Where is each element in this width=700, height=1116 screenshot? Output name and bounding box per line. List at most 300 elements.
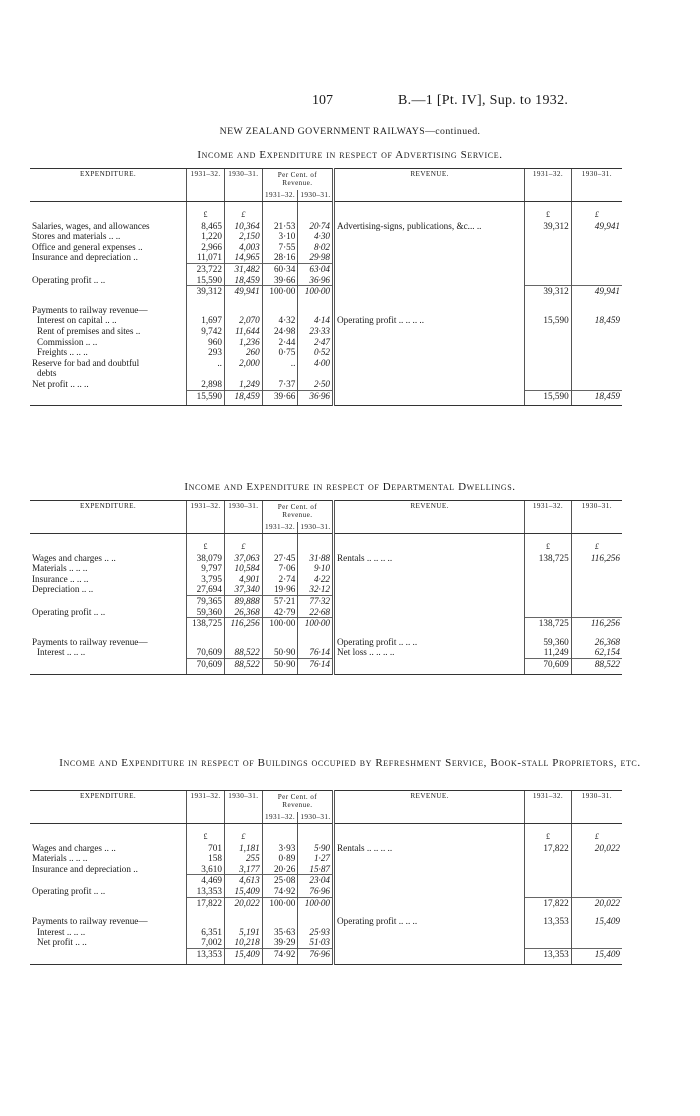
buildings-table [30, 790, 622, 965]
percent-1931-32: 2·74 [262, 574, 298, 585]
percent-1931-32 [262, 305, 298, 316]
value-1930-31 [224, 916, 262, 927]
value-1930-31: 4,613 [224, 875, 262, 886]
table-row [30, 843, 622, 854]
expenditure-item-label: Interest on capital .. .. [37, 315, 117, 326]
value-1930-31: 88,522 [224, 658, 262, 669]
table-row [30, 658, 622, 669]
value-1930-31: 37,340 [224, 584, 262, 595]
revenue-item-label: Operating profit .. .. .. [334, 637, 525, 648]
revenue-total-1931-32: 138,725 [525, 618, 571, 629]
value-1930-31: 11,644 [224, 326, 262, 337]
percent-1930-31: 76·14 [298, 647, 334, 658]
revenue-blank [571, 595, 622, 606]
pc-year-1930-header: 1930–31. [298, 522, 334, 534]
revenue-blank [525, 595, 571, 606]
value-1930-31: 49,941 [224, 286, 262, 297]
value-1930-31: 18,459 [224, 390, 262, 401]
revenue-blank [525, 252, 571, 263]
percent-1931-32: 50·90 [262, 658, 298, 669]
spacer-cell [334, 908, 525, 916]
value-1931-32: 13,353 [187, 948, 225, 959]
table-bottom-rule [30, 960, 187, 965]
spacer-cell [571, 629, 622, 637]
percent-1931-32: 74·92 [262, 886, 298, 897]
value-1930-31 [224, 637, 262, 648]
rev-year-1930-header: 1930–31. [571, 169, 622, 202]
expenditure-item-label: debts [37, 368, 57, 379]
table-row [30, 897, 622, 908]
revenue-blank [571, 305, 622, 316]
value-1930-31: 4,901 [224, 574, 262, 585]
year-1930-header: 1930–31. [224, 501, 262, 534]
revenue-blank [334, 574, 525, 585]
value-1931-32: 293 [187, 347, 225, 358]
revenue-blank [571, 886, 622, 897]
expenditure-header: EXPENDITURE. [30, 501, 187, 534]
revenue-blank [334, 263, 525, 274]
spacer-cell [571, 297, 622, 305]
per-cent-header: Per Cent. of Revenue. [262, 791, 333, 812]
percent-1930-31 [298, 916, 334, 927]
revenue-blank [525, 358, 571, 369]
table-row [30, 368, 622, 379]
value-1931-32: 15,590 [187, 390, 225, 401]
percent-1931-32: 2·44 [262, 337, 298, 348]
pound-sign: £ [187, 210, 225, 221]
table-row [30, 221, 622, 232]
revenue-blank [571, 574, 622, 585]
revenue-blank [571, 337, 622, 348]
percent-1930-31: 4·30 [298, 231, 334, 242]
pc-year-1931-header: 1931–32. [262, 522, 298, 534]
value-1931-32: 9,797 [187, 563, 225, 574]
percent-1930-31: 100·00 [298, 286, 334, 297]
table-bottom-rule [30, 401, 187, 406]
revenue-blank [571, 864, 622, 875]
value-1931-32: 38,079 [187, 553, 225, 564]
revenue-blank [571, 368, 622, 379]
pound-sign [30, 210, 187, 221]
value-1931-32: 79,365 [187, 595, 225, 606]
expenditure-item-label [30, 948, 187, 959]
value-1931-32: 8,465 [187, 221, 225, 232]
value-1931-32: 4,469 [187, 875, 225, 886]
revenue-blank [334, 358, 525, 369]
revenue-blank [525, 864, 571, 875]
rev-year-1931-header: 1931–32. [525, 169, 571, 202]
pound-sign [334, 542, 525, 553]
value-1931-32: 13,353 [187, 886, 225, 897]
revenue-blank [525, 368, 571, 379]
rev-year-1931-header: 1931–32. [525, 501, 571, 534]
expenditure-item-label: Interest .. .. .. [37, 926, 86, 937]
revenue-total-1930-31: 116,256 [571, 618, 622, 629]
table-row [30, 563, 622, 574]
value-1930-31: 4,003 [224, 242, 262, 253]
expenditure-header: EXPENDITURE. [30, 169, 187, 202]
spacer-cell [187, 629, 225, 637]
table-row [30, 326, 622, 337]
table-row [30, 358, 622, 369]
percent-1930-31: 23·33 [298, 326, 334, 337]
revenue-blank [525, 937, 571, 948]
table-row [30, 618, 622, 629]
table-row [30, 252, 622, 263]
percent-1931-32: 19·96 [262, 584, 298, 595]
pc-year-1930-header: 1930–31. [298, 190, 334, 202]
value-1930-31: 2,070 [224, 315, 262, 326]
table-row [30, 347, 622, 358]
pound-sign: £ [187, 832, 225, 843]
percent-1931-32: 27·45 [262, 553, 298, 564]
revenue-1931-32: 17,822 [525, 843, 571, 854]
value-1931-32: 2,898 [187, 379, 225, 390]
percent-1930-31: 36·96 [298, 390, 334, 401]
pound-sign: £ [571, 210, 622, 221]
table-bottom-rule [298, 401, 334, 406]
revenue-blank [334, 607, 525, 618]
revenue-blank [334, 286, 525, 297]
revenue-total-1931-32: 15,590 [525, 390, 571, 401]
table-bottom-rule [187, 401, 225, 406]
year-1930-header: 1930–31. [224, 791, 262, 824]
spacer-cell [30, 908, 187, 916]
revenue-1930-31: 116,256 [571, 553, 622, 564]
percent-1931-32 [262, 916, 298, 927]
year-1930-header: 1930–31. [224, 169, 262, 202]
value-1931-32: 7,002 [187, 937, 225, 948]
table-bottom-rule [298, 960, 334, 965]
table-row [30, 607, 622, 618]
value-1931-32: 3,610 [187, 864, 225, 875]
value-1930-31: 88,522 [224, 647, 262, 658]
spacer-cell [298, 534, 334, 543]
spacer-cell [525, 908, 571, 916]
revenue-blank [571, 326, 622, 337]
spacer-cell [224, 824, 262, 833]
pound-sign [262, 542, 298, 553]
expenditure-item-label: Depreciation .. .. [32, 584, 94, 595]
table-bottom-rule [571, 670, 622, 675]
expenditure-item-label: Net profit .. .. [37, 937, 87, 948]
value-1930-31: 10,584 [224, 563, 262, 574]
percent-1930-31: 20·74 [298, 221, 334, 232]
percent-1931-32: 4·32 [262, 315, 298, 326]
spacer-cell [525, 202, 571, 211]
revenue-blank [525, 347, 571, 358]
percent-1930-31 [298, 637, 334, 648]
percent-1931-32 [262, 637, 298, 648]
revenue-blank [334, 347, 525, 358]
revenue-item-label: Rentals .. .. .. .. [334, 843, 525, 854]
spacer-cell [262, 534, 298, 543]
revenue-total-1931-32: 70,609 [525, 658, 571, 669]
revenue-blank [525, 853, 571, 864]
value-1931-32: 39,312 [187, 286, 225, 297]
revenue-blank [525, 231, 571, 242]
percent-1931-32: 21·53 [262, 221, 298, 232]
percent-1930-31: 1·27 [298, 853, 334, 864]
value-1930-31: 31,482 [224, 263, 262, 274]
revenue-blank [571, 607, 622, 618]
table-bottom-rule [262, 401, 298, 406]
value-1930-31: 116,256 [224, 618, 262, 629]
table-row [30, 886, 622, 897]
revenue-item-label: Operating profit .. .. .. [334, 916, 525, 927]
expenditure-item-label: Commission .. .. [37, 336, 98, 347]
spacer-cell [262, 202, 298, 211]
year-1931-header: 1931–32. [187, 169, 225, 202]
spacer-cell [334, 629, 525, 637]
revenue-blank [525, 326, 571, 337]
table-row [30, 286, 622, 297]
percent-1931-32: 0·89 [262, 853, 298, 864]
revenue-blank [525, 886, 571, 897]
revenue-blank [334, 563, 525, 574]
spacer-cell [262, 297, 298, 305]
pound-sign: £ [525, 542, 571, 553]
percent-1930-31: 22·68 [298, 607, 334, 618]
revenue-item-label: Rentals .. .. .. .. [334, 553, 525, 564]
expenditure-item-label: Freights .. .. .. [37, 347, 88, 358]
spacer-cell [334, 202, 525, 211]
year-1931-header: 1931–32. [187, 501, 225, 534]
revenue-1931-32: 13,353 [525, 916, 571, 927]
value-1930-31: 15,409 [224, 886, 262, 897]
spacer-cell [224, 202, 262, 211]
revenue-blank [334, 948, 525, 959]
revenue-header: REVENUE. [334, 501, 525, 534]
pound-sign: £ [571, 542, 622, 553]
pc-year-1931-header: 1931–32. [262, 190, 298, 202]
percent-1930-31: 32·12 [298, 584, 334, 595]
percent-1931-32: 20·26 [262, 864, 298, 875]
revenue-blank [334, 390, 525, 401]
spacer-cell [334, 824, 525, 833]
expenditure-header: EXPENDITURE. [30, 791, 187, 824]
value-1930-31: 2,150 [224, 231, 262, 242]
revenue-total-1930-31: 49,941 [571, 286, 622, 297]
table-row [30, 637, 622, 648]
revenue-1931-32: 59,360 [525, 637, 571, 648]
revenue-blank [334, 584, 525, 595]
value-1931-32: 70,609 [187, 658, 225, 669]
percent-1931-32: 100·00 [262, 897, 298, 908]
expenditure-item-label: Interest .. .. .. [37, 647, 86, 658]
revenue-1931-32: 138,725 [525, 553, 571, 564]
revenue-1930-31: 62,154 [571, 647, 622, 658]
value-1931-32: 70,609 [187, 647, 225, 658]
spacer-cell [571, 534, 622, 543]
revenue-blank [571, 252, 622, 263]
revenue-total-1930-31: 20,022 [571, 897, 622, 908]
revenue-blank [525, 275, 571, 286]
revenue-blank [525, 574, 571, 585]
expenditure-item-label [30, 390, 187, 401]
revenue-blank [525, 305, 571, 316]
revenue-total-1931-32: 13,353 [525, 948, 571, 959]
pound-sign: £ [571, 832, 622, 843]
dwellings-table [30, 500, 622, 675]
table-bottom-rule [187, 960, 225, 965]
table-row [30, 553, 622, 564]
rev-year-1931-header: 1931–32. [525, 791, 571, 824]
pound-sign [262, 210, 298, 221]
value-1930-31: 255 [224, 853, 262, 864]
percent-1931-32: 60·34 [262, 263, 298, 274]
revenue-blank [525, 607, 571, 618]
revenue-blank [334, 368, 525, 379]
revenue-blank [525, 242, 571, 253]
percent-1930-31: 5·90 [298, 843, 334, 854]
percent-1930-31: 2·50 [298, 379, 334, 390]
revenue-blank [334, 305, 525, 316]
revenue-total-1931-32: 39,312 [525, 286, 571, 297]
table-bottom-rule [262, 670, 298, 675]
revenue-1930-31: 15,409 [571, 916, 622, 927]
advertising-table [30, 168, 622, 406]
percent-1930-31: 23·04 [298, 875, 334, 886]
revenue-blank [525, 927, 571, 938]
value-1930-31: 3,177 [224, 864, 262, 875]
spacer-cell [30, 297, 187, 305]
revenue-blank [525, 875, 571, 886]
expenditure-item-label: Operating profit .. .. [32, 274, 106, 285]
value-1931-32: 2,966 [187, 242, 225, 253]
spacer-cell [525, 297, 571, 305]
value-1931-32: 17,822 [187, 897, 225, 908]
expenditure-item-label: Salaries, wages, and allowances [32, 220, 150, 231]
percent-1931-32: 50·90 [262, 647, 298, 658]
expenditure-item-label: Insurance and depreciation .. [32, 863, 138, 874]
pound-sign [298, 542, 334, 553]
pound-sign: £ [187, 542, 225, 553]
per-cent-header: Per Cent. of Revenue. [262, 169, 333, 190]
table-row [30, 875, 622, 886]
table-bottom-rule [187, 670, 225, 675]
spacer-cell [334, 534, 525, 543]
revenue-blank [334, 379, 525, 390]
revenue-blank [525, 337, 571, 348]
table-row [30, 275, 622, 286]
table-row [30, 242, 622, 253]
expenditure-item-label [30, 595, 187, 606]
percent-1931-32: 7·55 [262, 242, 298, 253]
revenue-1930-31: 18,459 [571, 315, 622, 326]
spacer-cell [187, 534, 225, 543]
percent-1931-32: 35·63 [262, 927, 298, 938]
revenue-1930-31: 20,022 [571, 843, 622, 854]
percent-1930-31: 76·96 [298, 886, 334, 897]
percent-1930-31: 9·10 [298, 563, 334, 574]
pound-sign [298, 832, 334, 843]
value-1930-31: 1,249 [224, 379, 262, 390]
revenue-blank [571, 347, 622, 358]
value-1930-31: 18,459 [224, 275, 262, 286]
percent-1930-31: 4·14 [298, 315, 334, 326]
spacer-cell [298, 629, 334, 637]
value-1930-31: 1,181 [224, 843, 262, 854]
table-row [30, 927, 622, 938]
value-1930-31: 26,368 [224, 607, 262, 618]
section-title-advertising: Income and Expenditure in respect of Advertising Service. [197, 149, 503, 161]
revenue-blank [571, 275, 622, 286]
percent-1930-31: 29·98 [298, 252, 334, 263]
revenue-blank [334, 252, 525, 263]
document-reference: B.—1 [Pt. IV], Sup. to 1932. [398, 93, 569, 108]
percent-1931-32: 39·66 [262, 275, 298, 286]
table-row [30, 584, 622, 595]
table-row [30, 263, 622, 274]
pc-year-1931-header: 1931–32. [262, 812, 298, 824]
revenue-blank [334, 595, 525, 606]
percent-1931-32: 28·16 [262, 252, 298, 263]
value-1931-32 [187, 305, 225, 316]
spacer-cell [224, 297, 262, 305]
percent-1931-32: 74·92 [262, 948, 298, 959]
value-1930-31 [224, 368, 262, 379]
value-1931-32 [187, 916, 225, 927]
spacer-cell [187, 908, 225, 916]
spacer-cell [525, 824, 571, 833]
table-bottom-rule [334, 670, 525, 675]
table-bottom-rule [30, 670, 187, 675]
percent-1930-31: 36·96 [298, 275, 334, 286]
running-title-text: NEW ZEALAND GOVERNMENT RAILWAYS—continued. [219, 126, 481, 137]
expenditure-item-label [30, 658, 187, 669]
page-header [0, 93, 700, 113]
spacer-cell [298, 297, 334, 305]
table-row [30, 315, 622, 326]
value-1931-32: .. [187, 358, 225, 369]
percent-1931-32: 24·98 [262, 326, 298, 337]
table-row [30, 864, 622, 875]
revenue-1930-31: 26,368 [571, 637, 622, 648]
expenditure-item-label: Materials .. .. .. [32, 853, 88, 864]
percent-1930-31: 100·00 [298, 618, 334, 629]
value-1931-32: 6,351 [187, 927, 225, 938]
revenue-blank [334, 658, 525, 669]
revenue-blank [334, 337, 525, 348]
percent-1931-32: 0·75 [262, 347, 298, 358]
spacer-cell [30, 534, 187, 543]
percent-1931-32: 39·66 [262, 390, 298, 401]
expenditure-item-label: Reserve for bad and doubtful [32, 357, 140, 368]
value-1931-32: 138,725 [187, 618, 225, 629]
percent-1930-31: 100·00 [298, 897, 334, 908]
pound-sign: £ [224, 832, 262, 843]
running-title [0, 126, 700, 137]
percent-1930-31: 4·22 [298, 574, 334, 585]
pound-sign [334, 832, 525, 843]
expenditure-item-label: Stores and materials .. .. [32, 231, 121, 242]
percent-1930-31: 31·88 [298, 553, 334, 564]
expenditure-item-label [30, 875, 187, 886]
value-1931-32: 1,697 [187, 315, 225, 326]
table-row [30, 337, 622, 348]
revenue-blank [334, 927, 525, 938]
percent-1930-31: 8·02 [298, 242, 334, 253]
pc-year-1930-header: 1930–31. [298, 812, 334, 824]
percent-1930-31: 25·93 [298, 927, 334, 938]
pound-sign: £ [525, 832, 571, 843]
table-bottom-rule [525, 401, 571, 406]
revenue-blank [571, 242, 622, 253]
table-row [30, 231, 622, 242]
percent-1931-32 [262, 368, 298, 379]
percent-1931-32: 42·79 [262, 607, 298, 618]
